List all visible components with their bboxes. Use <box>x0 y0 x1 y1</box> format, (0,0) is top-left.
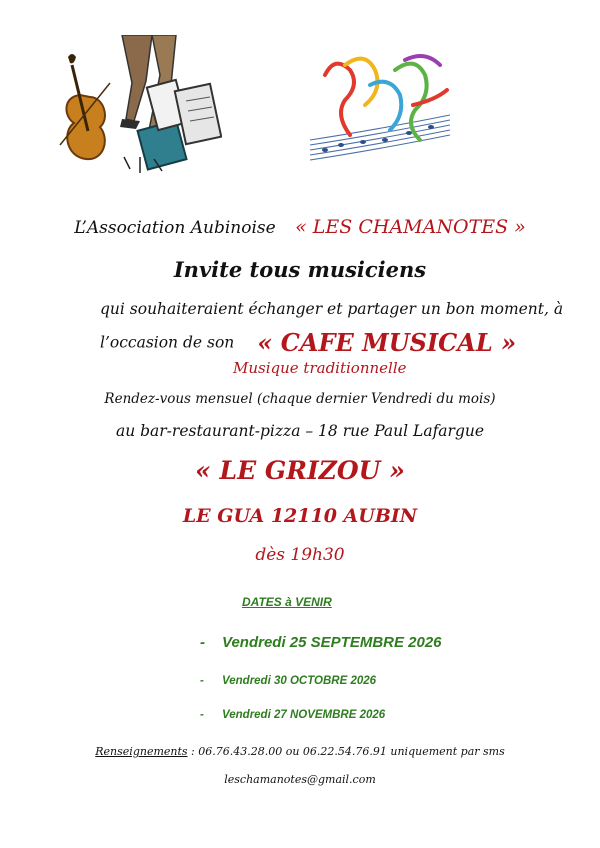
date-label: Vendredi 25 SEPTEMBRE 2026 <box>222 634 442 651</box>
event-subtitle: Musique traditionnelle <box>233 359 407 377</box>
time-line: dès 19h30 <box>255 545 345 565</box>
invite-heading: Invite tous musiciens <box>173 257 427 282</box>
association-line <box>0 216 600 238</box>
contact-line <box>0 745 600 758</box>
dancers-music-staff-illustration <box>305 45 455 170</box>
date-dash: - <box>200 675 204 687</box>
date-item <box>200 675 376 687</box>
venue-name: « LE GRIZOU » <box>195 456 405 485</box>
date-label: Vendredi 30 OCTOBRE 2026 <box>222 675 377 687</box>
contact-details: : 06.76.43.28.00 ou 06.22.54.76.91 uniquement par sms <box>187 745 505 758</box>
date-item <box>200 634 442 651</box>
body-line-2 <box>100 328 580 357</box>
date-label: Vendredi 27 NOVEMBRE 2026 <box>222 709 386 721</box>
violin-icon <box>60 54 110 159</box>
music-staff-icon <box>310 115 450 160</box>
town-line: LE GUA 12110 AUBIN <box>182 505 418 527</box>
date-item <box>200 709 385 721</box>
event-name: « CAFE MUSICAL » <box>257 328 517 357</box>
body-line-2-prefix: l’occasion de son <box>100 333 235 352</box>
date-dash: - <box>200 709 204 721</box>
rendezvous-line: Rendez-vous mensuel (chaque dernier Vendredi du mois) <box>104 391 496 407</box>
date-dash: - <box>200 634 205 651</box>
violin-accordion-dancer-illustration <box>52 35 222 185</box>
dates-heading: DATES à VENIR <box>242 595 332 609</box>
association-prefix: L’Association Aubinoise <box>74 218 276 238</box>
body-line-1: qui souhaiteraient échanger et partager un bon moment, à <box>100 300 564 318</box>
association-name: « LES CHAMANOTES » <box>295 216 526 238</box>
venue-line: au bar-restaurant-pizza – 18 rue Paul Lafargue <box>115 422 485 440</box>
contact-label: Renseignements <box>95 745 188 758</box>
contact-email[interactable]: leschamanotes@gmail.com <box>224 773 376 786</box>
